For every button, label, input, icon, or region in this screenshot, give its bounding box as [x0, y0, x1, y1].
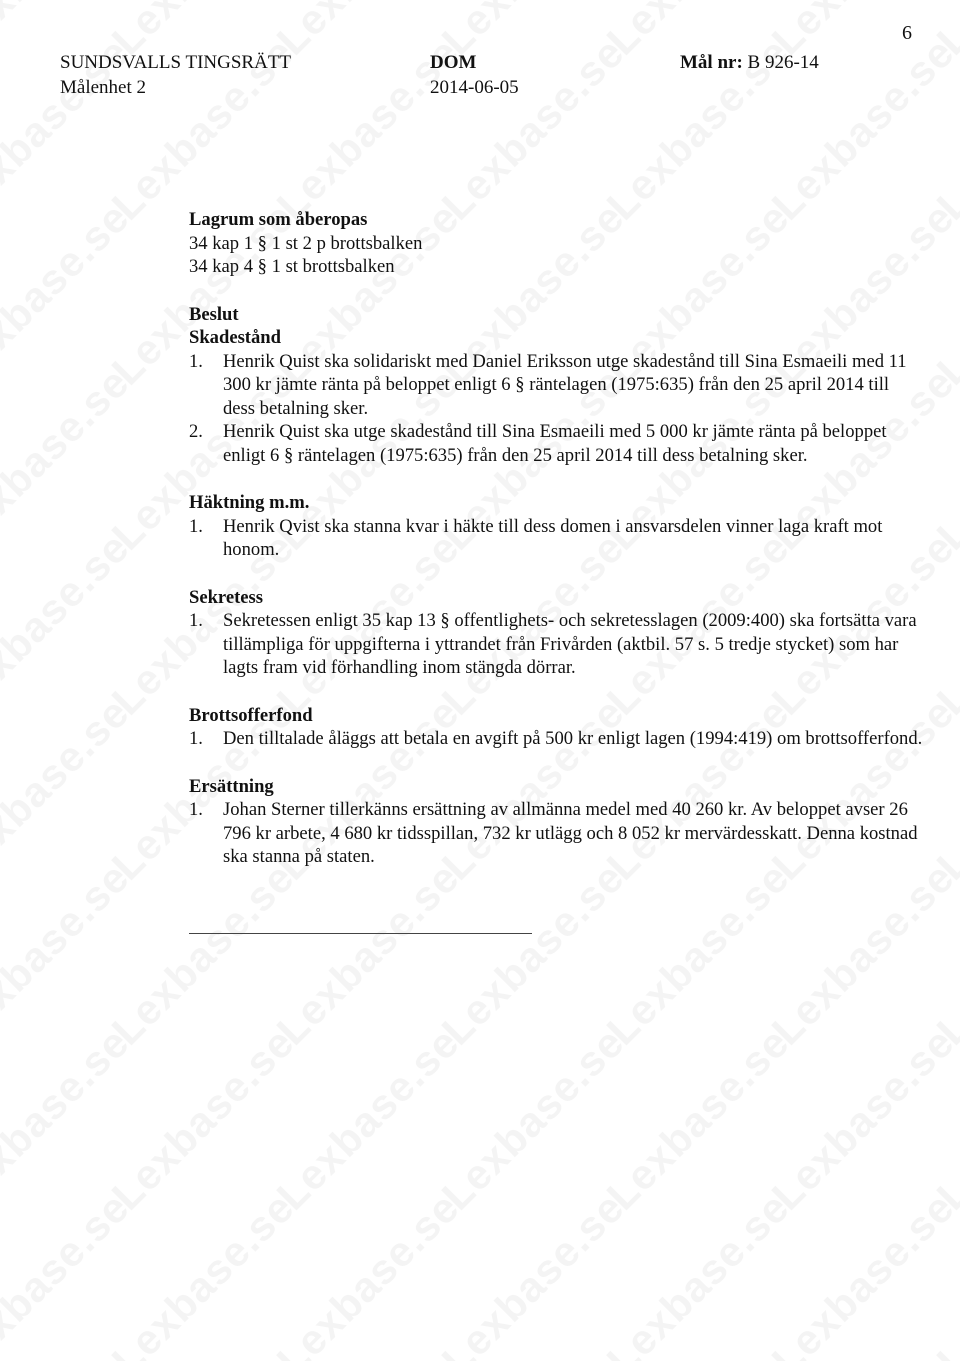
section-title-sekretess: Sekretess: [189, 586, 264, 608]
item-number: 1.: [189, 515, 203, 537]
section-title-beslut: Beslut: [189, 303, 239, 325]
item-text: Sekretessen enligt 35 kap 13 § offentlighets- och sekretesslagen (2009:400) ska fortsätta vara tillämpliga för uppgifterna i yttrandet från Frivården (aktbil. 57 s. 5 tredje stycket) som har lagts fram vid förhandling inom stängda dörrar.: [223, 610, 917, 678]
lagrum-line: 34 kap 4 § 1 st brottsbalken: [189, 256, 395, 277]
section-title-brottsofferfond: Brottsofferfond: [189, 704, 313, 726]
spacer: [189, 751, 924, 775]
document-body: [189, 208, 924, 869]
list-item: [189, 515, 924, 562]
item-text: Henrik Quist ska utge skadestånd till Sina Esmaeili med 5 000 kr jämte ränta på beloppet enligt 6 § räntelagen (1975:635) från den 25 april 2014 till dess betalning sker.: [223, 421, 887, 466]
item-number: 2.: [189, 421, 203, 442]
section-title-lagrum: Lagrum som åberopas: [189, 209, 368, 230]
spacer: [189, 680, 924, 704]
item-text: Den tilltalade åläggs att betala en avgift på 500 kr enligt lagen (1994:419) om brottsofferfond.: [223, 728, 923, 749]
case-number-label: Mål nr:: [680, 52, 743, 73]
item-text: Henrik Qvist ska stanna kvar i häkte till dess domen i ansvarsdelen vinner laga kraft mot honom.: [223, 515, 883, 560]
section-title-skadestand: Skadestånd: [189, 327, 281, 348]
list-item: [189, 798, 924, 869]
case-number-block: [680, 51, 819, 75]
footnote-divider: [189, 933, 532, 934]
lagrum-line: 34 kap 1 § 1 st 2 p brottsbalken: [189, 232, 423, 254]
spacer: [189, 467, 924, 491]
case-number: B 926-14: [747, 52, 819, 73]
item-number: 1.: [189, 610, 203, 631]
court-name: SUNDSVALLS TINGSRÄTT: [60, 52, 292, 73]
list-item: [189, 350, 924, 421]
item-number: 1.: [189, 728, 203, 749]
item-text: Henrik Quist ska solidariskt med Daniel Eriksson utge skadestånd till Sina Esmaeili med 11 300 kr jämte ränta på beloppet enligt 6 § räntelagen (1975:635) från den 25 april 2014 till dess betalning sker.: [223, 350, 907, 419]
section-title-ersattning: Ersättning: [189, 775, 274, 797]
document-date: 2014-06-05: [430, 77, 519, 98]
item-text: Johan Sterner tillerkänns ersättning av allmänna medel med 40 260 kr. Av beloppet avser 26 796 kr arbete, 4 680 kr tidsspillan, 732 kr utlägg och 8 052 kr mervärdesskatt. Denna kostnad ska stanna på staten.: [223, 799, 918, 867]
list-item: [189, 727, 924, 751]
spacer: [189, 562, 924, 586]
item-number: 1.: [189, 799, 203, 820]
list-item: [189, 420, 924, 467]
spacer: [189, 279, 924, 303]
court-unit: Målenhet 2: [60, 77, 147, 98]
section-title-haktning: Häktning m.m.: [189, 492, 310, 513]
list-item: [189, 609, 924, 680]
page-number: 6: [902, 22, 912, 44]
document-type: DOM: [430, 52, 477, 73]
item-number: 1.: [189, 350, 203, 372]
